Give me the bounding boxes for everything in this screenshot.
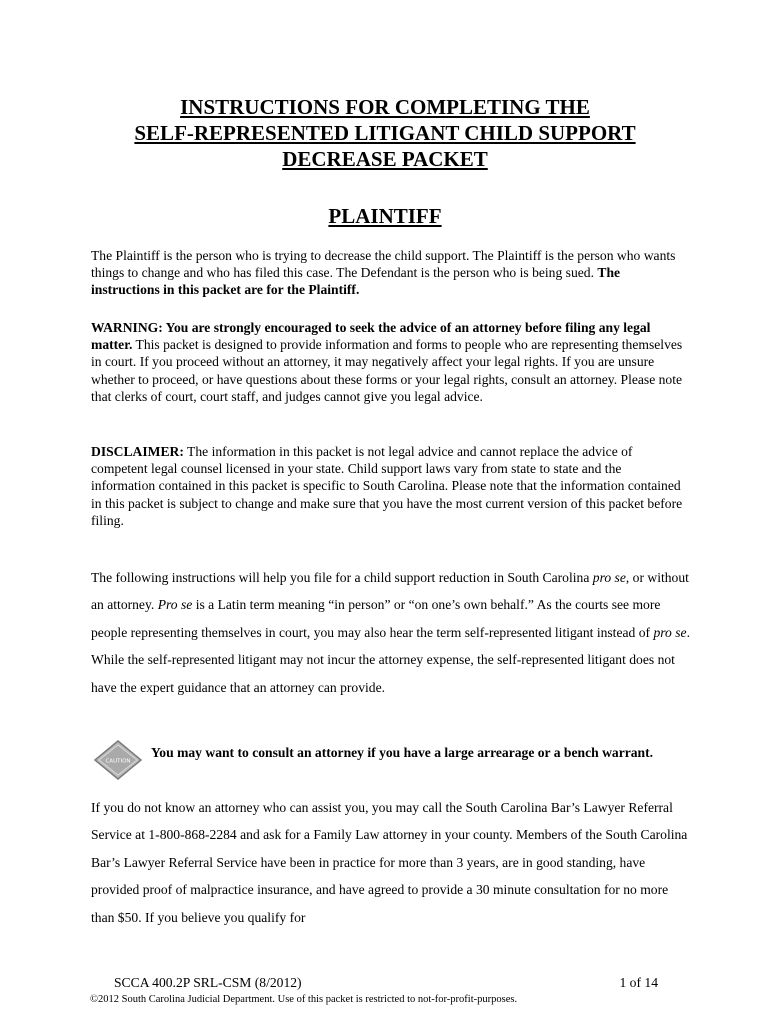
warning-text: This packet is designed to provide information and forms to people who are representing themselves in court. If you proceed without an attorney, it may negatively affect your legal rights. If you are unsure whether to proceed, or have questions about these forms or your legal rights, consult an attorney. Please note that clerks of court, court staff, and judges cannot give you legal advice.: [91, 337, 683, 404]
title-line-2: SELF-REPRESENTED LITIGANT CHILD SUPPORT: [134, 121, 636, 145]
form-id: SCCA 400.2P SRL-CSM (8/2012): [114, 975, 302, 990]
referral-paragraph: If you do not know an attorney who can assist you, you may call the South Carolina Bar’s Lawyer Referral Service at 1-800-868-2284 and ask for a Family Law attorney in your county. Members of the South Carolina Bar’s Lawyer Referral Service have been in practice for more than 3 years, are in good standing, have provided proof of malpractice insurance, and have agreed to provide a 30 minute consultation for no more than $50. If you believe you qualify for: [91, 800, 688, 925]
disclaimer-paragraph: [91, 443, 687, 529]
disclaimer-label: DISCLAIMER:: [91, 444, 184, 459]
warning-bold-text: WARNING: You are strongly encouraged to seek the advice of an attorney before filing any legal matter.: [91, 320, 651, 353]
intro-bold-text: The instructions in this packet are for the Plaintiff.: [91, 265, 621, 298]
caution-icon-label: CAUTION: [105, 758, 131, 765]
pro-se-text-1: The following instructions will help you file for a child support reduction in South Carolina: [91, 570, 593, 585]
title-line-1: INSTRUCTIONS FOR COMPLETING THE: [180, 95, 590, 119]
intro-paragraph: [91, 247, 687, 299]
intro-text: The Plaintiff is the person who is trying to decrease the child support. The Plaintiff is the person who wants things to change and who has filed this case. The Defendant is the person who is being sued.: [91, 248, 676, 281]
pro-se-text-3: is a Latin term meaning “in person” or “on one’s own behalf.” As the courts see more people representing themselves in court, you may also hear the term self-represented litigant instead of: [91, 597, 661, 640]
document-title: [60, 94, 710, 172]
caution-note: You may want to consult an attorney if you have a large arrearage or a bench warrant.: [151, 745, 654, 760]
page-number: 1 of 14: [619, 975, 658, 990]
pro-se-italic-1: pro se: [592, 570, 626, 585]
disclaimer-text: The information in this packet is not legal advice and cannot replace the advice of competent legal counsel licensed in your state. Child support laws vary from state to state and the information contained in this packet is specific to South Carolina. Please note that the information contained in this packet is subject to change and make sure that you have the most current version of this packet before filing.: [91, 444, 683, 528]
pro-se-italic-2: Pro se: [157, 597, 193, 613]
pro-se-italic-3: pro se: [653, 624, 687, 640]
warning-paragraph: [91, 319, 687, 405]
pro-se-text-4: . While the self-represented litigant may not incur the attorney expense, the self-represented litigant does not have the expert guidance that an attorney can provide.: [91, 624, 690, 695]
document-subtitle: PLAINTIFF: [328, 204, 442, 228]
copyright-notice: ©2012 South Carolina Judicial Department. Use of this packet is restricted to not-for-profit-purposes.: [90, 994, 518, 1005]
page-footer: [114, 974, 658, 991]
title-line-3: DECREASE PACKET: [282, 147, 488, 171]
caution-icon: [93, 740, 143, 780]
pro-se-text-2: , or without an attorney.: [91, 570, 689, 613]
pro-se-paragraph: [91, 564, 691, 701]
